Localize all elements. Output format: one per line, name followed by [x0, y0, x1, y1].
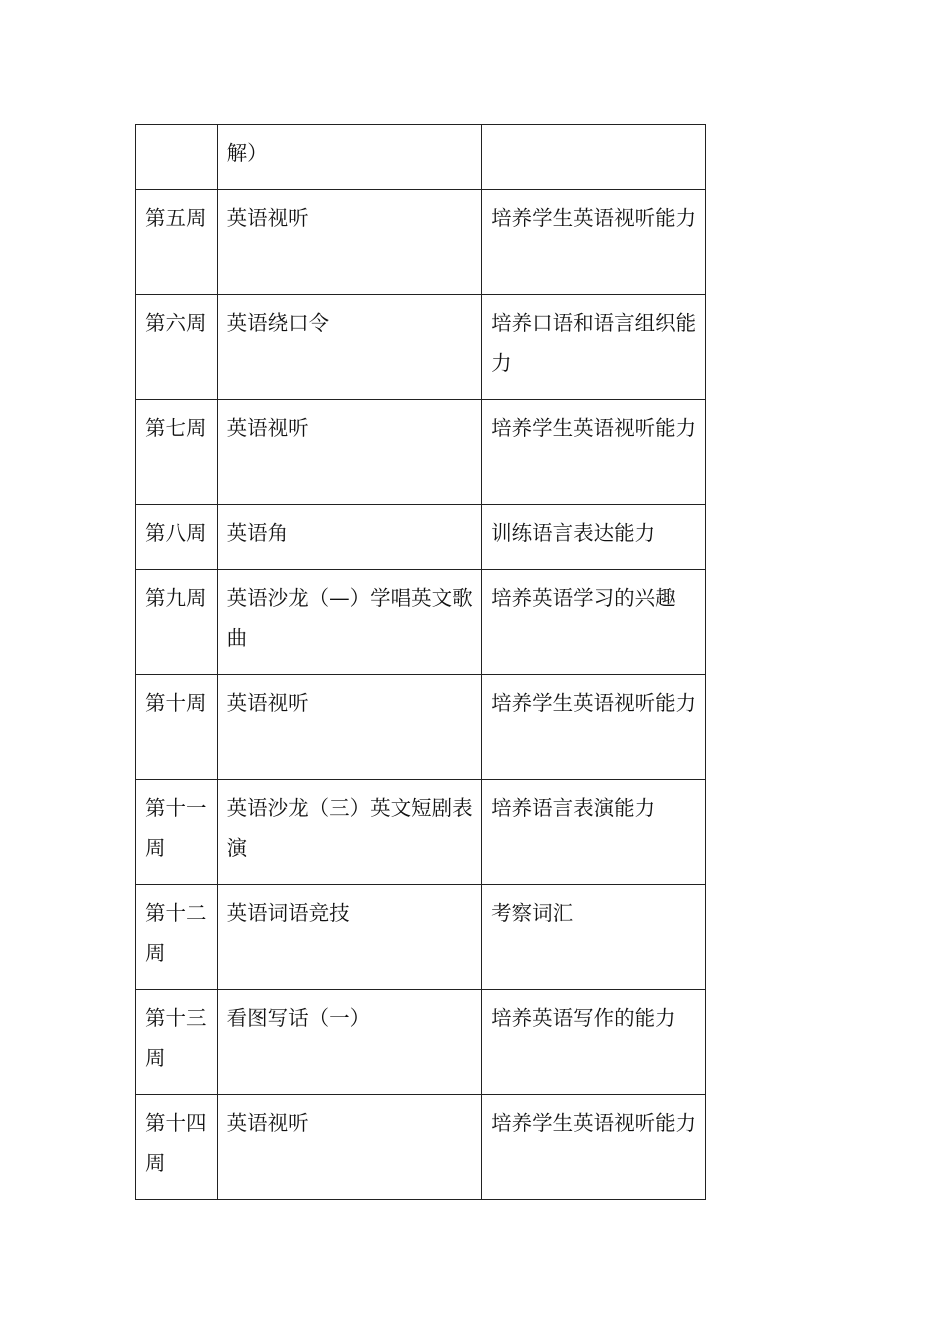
week-cell: 第十二周: [136, 885, 218, 990]
week-cell: 第十一周: [136, 780, 218, 885]
goal-cell: 培养语言表演能力: [482, 780, 706, 885]
goal-cell: 训练语言表达能力: [482, 505, 706, 570]
table-row: [136, 295, 706, 400]
activity-cell: 英语视听: [217, 400, 482, 505]
goal-cell: [482, 125, 706, 190]
activity-cell: 英语沙龙（—）学唱英文歌曲: [217, 570, 482, 675]
week-cell: [136, 125, 218, 190]
table-row: [136, 400, 706, 505]
week-cell: 第六周: [136, 295, 218, 400]
goal-cell: 培养英语学习的兴趣: [482, 570, 706, 675]
goal-cell: 培养口语和语言组织能力: [482, 295, 706, 400]
activity-cell: 英语角: [217, 505, 482, 570]
week-cell: 第十周: [136, 675, 218, 780]
goal-cell: 培养学生英语视听能力: [482, 675, 706, 780]
week-cell: 第五周: [136, 190, 218, 295]
activity-cell: 英语绕口令: [217, 295, 482, 400]
activity-cell: 解）: [217, 125, 482, 190]
table-row: [136, 570, 706, 675]
table-row: [136, 190, 706, 295]
table-row: [136, 885, 706, 990]
activity-schedule-table: [135, 124, 706, 1200]
activity-cell: 英语视听: [217, 1095, 482, 1200]
table-row: [136, 675, 706, 780]
week-cell: 第十四周: [136, 1095, 218, 1200]
activity-cell: 英语词语竞技: [217, 885, 482, 990]
table-row: [136, 505, 706, 570]
goal-cell: 培养学生英语视听能力: [482, 190, 706, 295]
activity-cell: 英语沙龙（三）英文短剧表演: [217, 780, 482, 885]
table-row: [136, 1095, 706, 1200]
goal-cell: 考察词汇: [482, 885, 706, 990]
goal-cell: 培养学生英语视听能力: [482, 1095, 706, 1200]
week-cell: 第七周: [136, 400, 218, 505]
table-row: [136, 780, 706, 885]
goal-cell: 培养学生英语视听能力: [482, 400, 706, 505]
week-cell: 第十三周: [136, 990, 218, 1095]
activity-cell: 英语视听: [217, 675, 482, 780]
week-cell: 第八周: [136, 505, 218, 570]
activity-cell: 看图写话（一）: [217, 990, 482, 1095]
activity-cell: 英语视听: [217, 190, 482, 295]
table-row: [136, 125, 706, 190]
table-row: [136, 990, 706, 1095]
week-cell: 第九周: [136, 570, 218, 675]
goal-cell: 培养英语写作的能力: [482, 990, 706, 1095]
